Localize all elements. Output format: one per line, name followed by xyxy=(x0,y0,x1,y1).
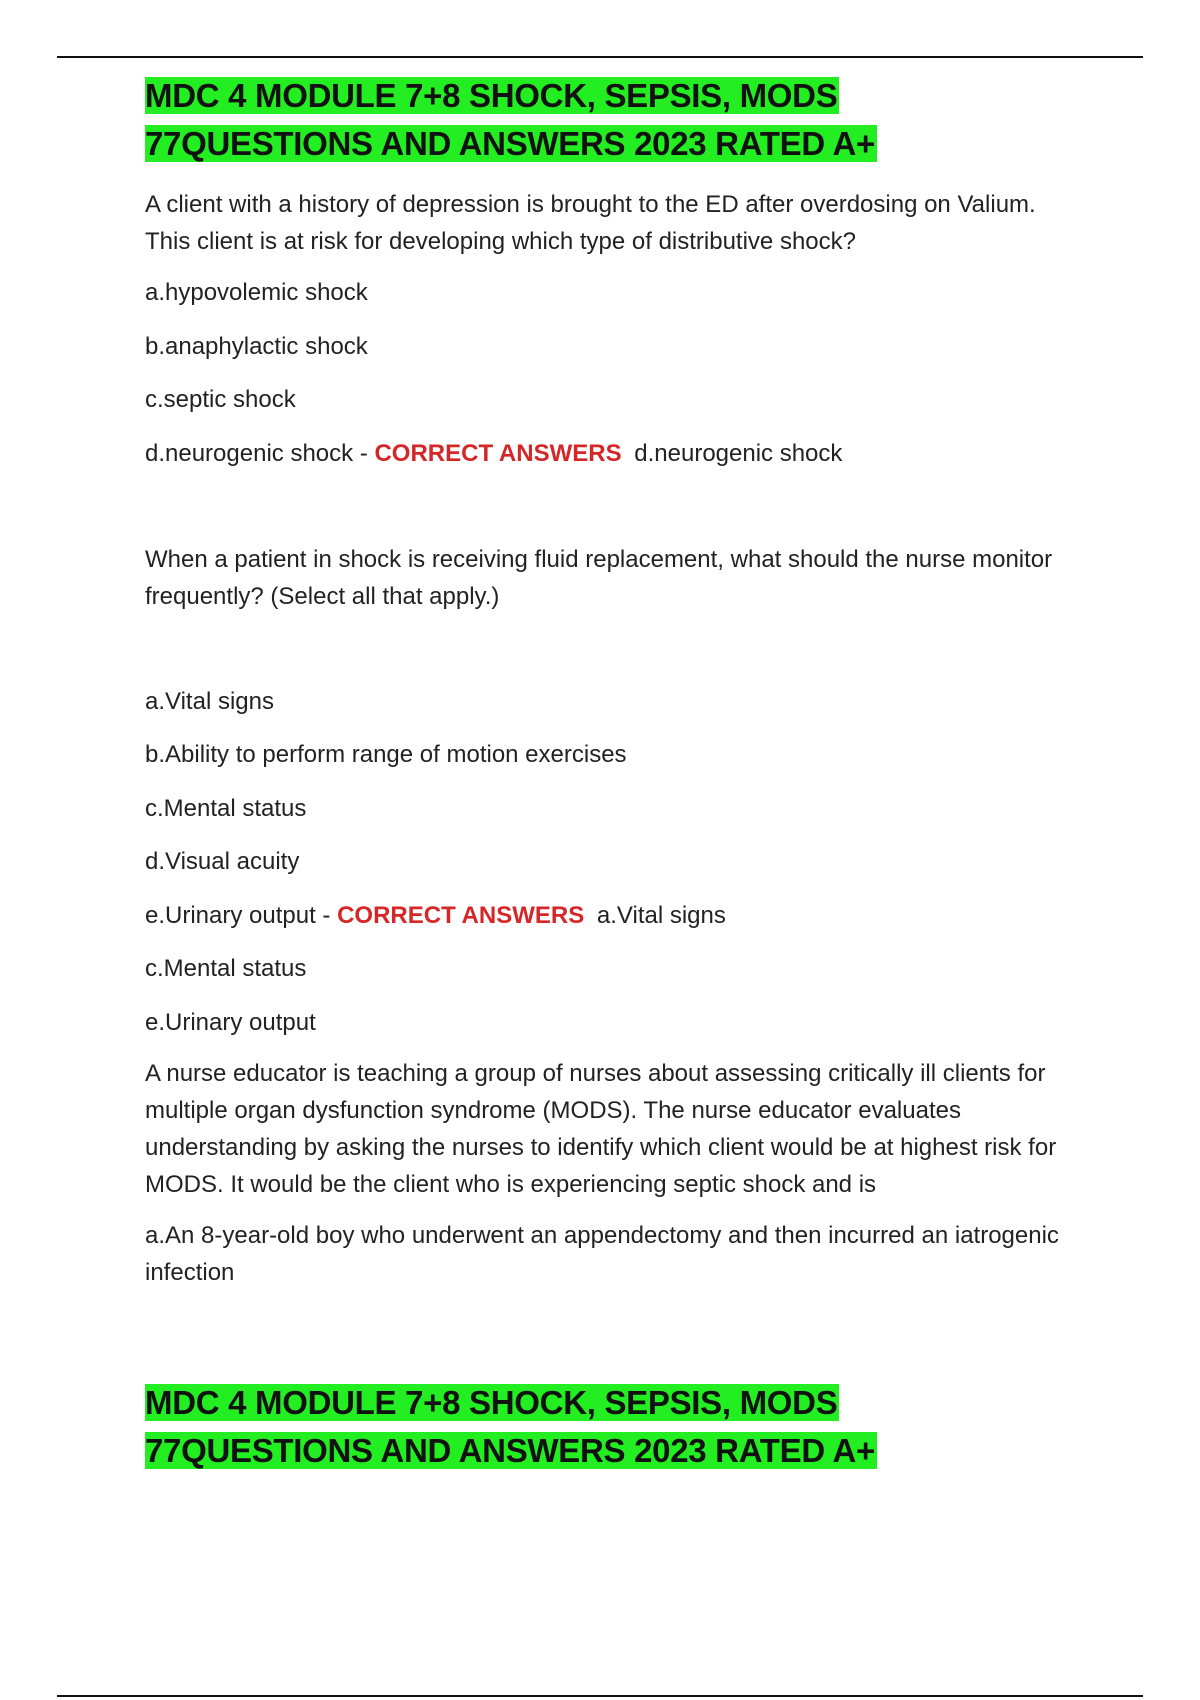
question-2-option-c: c.Mental status xyxy=(145,795,307,822)
question-1-option-a: a.hypovolemic shock xyxy=(145,279,368,306)
question-1-option-c: c.septic shock xyxy=(145,386,296,413)
question-3-option-a: a.An 8-year-old boy who underwent an appendectomy and then incurred an iatrogenic infection xyxy=(145,1222,1059,1286)
question-2-answer-1: a.Vital signs xyxy=(596,902,726,929)
question-1-answer: d.neurogenic shock xyxy=(634,440,843,467)
question-2-option-a: a.Vital signs xyxy=(145,688,274,715)
question-2-option-e xyxy=(145,897,1085,934)
correct-answers-label: CORRECT ANSWERS xyxy=(337,902,585,929)
title-line-1: MDC 4 MODULE 7+8 SHOCK, SEPSIS, MODS xyxy=(145,1384,838,1421)
bottom-rule xyxy=(57,1695,1143,1697)
top-rule xyxy=(57,56,1143,58)
title-line-2: 77QUESTIONS AND ANSWERS 2023 RATED A+ xyxy=(145,1432,876,1469)
question-2-option-b: b.Ability to perform range of motion exercises xyxy=(145,741,627,768)
question-1-text: A client with a history of depression is brought to the ED after overdosing on Valium. This client is at risk for developing which type of distributive shock? xyxy=(145,191,1036,255)
question-1-option-b: b.anaphylactic shock xyxy=(145,333,368,360)
document-title-repeat xyxy=(145,1379,1085,1475)
question-1-option-d-label: d.neurogenic shock - xyxy=(145,440,375,467)
question-2-answer-3: e.Urinary output xyxy=(145,1009,316,1036)
title-line-1: MDC 4 MODULE 7+8 SHOCK, SEPSIS, MODS xyxy=(145,77,838,114)
page-content xyxy=(145,72,1085,1475)
question-2-option-d: d.Visual acuity xyxy=(145,848,300,875)
question-2-option-e-label: e.Urinary output - xyxy=(145,902,338,929)
title-line-2: 77QUESTIONS AND ANSWERS 2023 RATED A+ xyxy=(145,125,876,162)
document-title xyxy=(145,72,1085,168)
question-2-answer-2: c.Mental status xyxy=(145,955,307,982)
question-1-option-d xyxy=(145,435,1085,472)
correct-answers-label: CORRECT ANSWERS xyxy=(374,440,622,467)
question-2-text: When a patient in shock is receiving fluid replacement, what should the nurse monitor frequently? (Select all that apply.) xyxy=(145,546,1053,610)
question-3-text: A nurse educator is teaching a group of nurses about assessing critically ill clients for multiple organ dysfunction syndrome (MODS). The nurse educator evaluates understanding by asking the nurses to identify which client would be at highest risk for MODS. It would be the client who is experiencing septic shock and is xyxy=(145,1060,1057,1198)
